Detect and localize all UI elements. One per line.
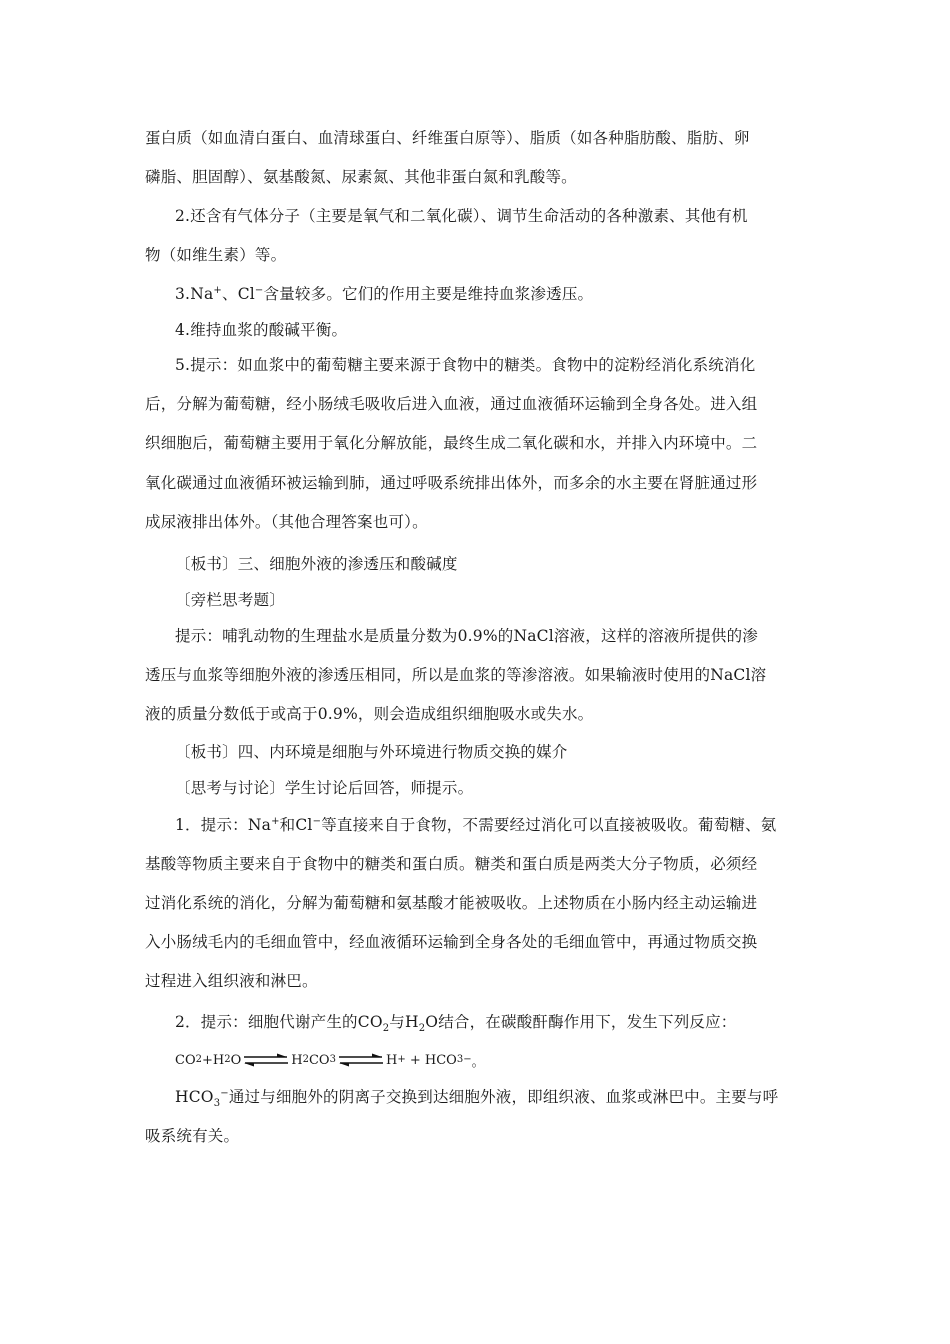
equilibrium-arrow-icon xyxy=(243,1053,289,1067)
text-line xyxy=(175,284,810,304)
text-span: 含量较多。它们的作用主要是维持血浆渗透压。 xyxy=(263,285,594,303)
superscript: + xyxy=(213,284,222,296)
text-line xyxy=(175,206,810,226)
text-span: 物（如维生素）等。 xyxy=(145,246,287,264)
text-line xyxy=(145,394,810,414)
text-line xyxy=(175,1012,810,1032)
text-span: O结合，在碳酸酐酶作用下，发生下列反应： xyxy=(425,1013,737,1031)
eq-text: + HCO xyxy=(405,1052,457,1068)
text-span: 成尿液排出体外。（其他合理答案也可）。 xyxy=(145,513,428,531)
superscript: − xyxy=(312,815,322,827)
eq-text: +H xyxy=(201,1052,225,1068)
text-line xyxy=(175,778,810,798)
text-span: 、Cl xyxy=(222,285,255,303)
text-line xyxy=(175,742,810,762)
text-line xyxy=(145,854,810,874)
text-line xyxy=(145,893,810,913)
text-line xyxy=(175,815,810,835)
text-line xyxy=(145,971,810,991)
text-line xyxy=(145,932,810,952)
text-line xyxy=(175,590,810,610)
text-span: 2.还含有气体分子（主要是氧气和二氧化碳）、调节生命活动的各种激素、其他有机 xyxy=(175,207,748,225)
text-line xyxy=(175,626,810,646)
subscript: 2 xyxy=(418,1023,426,1032)
text-span: 等直接来自于食物，不需要经过消化可以直接被吸收。葡萄糖、氨 xyxy=(321,816,777,834)
text-line xyxy=(145,433,810,453)
text-span: 4.维持血浆的酸碱平衡。 xyxy=(175,321,348,339)
text-line xyxy=(145,128,810,148)
text-span: 过消化系统的消化，分解为葡萄糖和氨基酸才能被吸收。上述物质在小肠内经主动运输进 xyxy=(145,894,758,912)
text-span: 基酸等物质主要来自于食物中的糖类和蛋白质。糖类和蛋白质是两类大分子物质，必须经 xyxy=(145,855,758,873)
text-span: 1．提示：Na xyxy=(175,816,272,834)
equilibrium-arrow-icon xyxy=(338,1053,384,1067)
text-line xyxy=(175,1087,810,1107)
text-line xyxy=(145,665,810,685)
text-span: 透压与血浆等细胞外液的渗透压相同，所以是血浆的等渗溶液。如果输液时使用的NaCl溶 xyxy=(145,666,767,684)
text-span: 磷脂、胆固醇）、氨基酸氮、尿素氮、其他非蛋白氮和乳酸等。 xyxy=(145,168,577,186)
eq-text: O xyxy=(230,1052,242,1068)
text-span: 后，分解为葡萄糖，经小肠绒毛吸收后进入血液，通过血液循环运输到全身各处。进入组 xyxy=(145,395,758,413)
text-span: 〔板书〕三、细胞外液的渗透压和酸碱度 xyxy=(175,555,458,573)
text-span: 〔板书〕四、内环境是细胞与外环境进行物质交换的媒介 xyxy=(175,743,568,761)
text-line xyxy=(145,704,810,724)
text-span: 过程进入组织液和淋巴。 xyxy=(145,972,318,990)
superscript: + xyxy=(271,815,280,827)
text-span: 〔思考与讨论〕学生讨论后回答，师提示。 xyxy=(175,779,474,797)
text-span: 氧化碳通过血液循环被运输到肺，通过呼吸系统排出体外，而多余的水主要在肾脏通过形 xyxy=(145,474,758,492)
eq-text: H xyxy=(385,1052,398,1068)
text-span: 织细胞后，葡萄糖主要用于氧化分解放能，最终生成二氧化碳和水，并排入内环境中。二 xyxy=(145,434,758,452)
text-line xyxy=(175,355,810,375)
text-line xyxy=(145,245,810,265)
eq-text: CO xyxy=(175,1052,196,1068)
eq-text: H xyxy=(291,1052,303,1068)
text-span: 和Cl xyxy=(279,816,313,834)
text-line xyxy=(145,1126,810,1146)
text-span: 液的质量分数低于或高于0.9%，则会造成组织细胞吸水或失水。 xyxy=(145,705,594,723)
subscript: 3 xyxy=(213,1098,221,1107)
text-span: 蛋白质（如血清白蛋白、血清球蛋白、纤维蛋白原等）、脂质（如各种脂肪酸、脂肪、卵 xyxy=(145,129,750,147)
text-line xyxy=(175,320,810,340)
text-span: 与H xyxy=(389,1013,419,1031)
text-span: 提示：哺乳动物的生理盐水是质量分数为0.9%的NaCl溶液，这样的溶液所提供的渗 xyxy=(175,627,759,645)
text-line xyxy=(145,473,810,493)
text-span: 〔旁栏思考题〕 xyxy=(175,591,285,609)
text-span: 通过与细胞外的阴离子交换到达细胞外液，即组织液、血浆或淋巴中。主要与呼 xyxy=(228,1088,779,1106)
text-line xyxy=(175,554,810,574)
text-span: 5.提示：如血浆中的葡萄糖主要来源于食物中的糖类。食物中的淀粉经消化系统消化 xyxy=(175,356,756,374)
eq-text: CO xyxy=(308,1052,330,1068)
superscript: − xyxy=(254,284,264,296)
text-span: 吸系统有关。 xyxy=(145,1127,240,1145)
superscript: − xyxy=(220,1087,229,1099)
chemical-equation: CO 2 +H 2 O H 2 CO 3 H + + HCO 3 − 。 xyxy=(175,1052,485,1070)
text-span: HCO xyxy=(175,1088,214,1106)
text-span: 入小肠绒毛内的毛细血管中，经血液循环运输到全身各处的毛细血管中，再通过物质交换 xyxy=(145,933,758,951)
text-span: 2．提示：细胞代谢产生的CO xyxy=(175,1013,383,1031)
text-line xyxy=(145,512,810,532)
subscript: 2 xyxy=(382,1023,390,1032)
eq-text: 。 xyxy=(471,1054,485,1070)
text-line xyxy=(145,167,810,187)
text-span: 3.Na xyxy=(175,285,214,303)
